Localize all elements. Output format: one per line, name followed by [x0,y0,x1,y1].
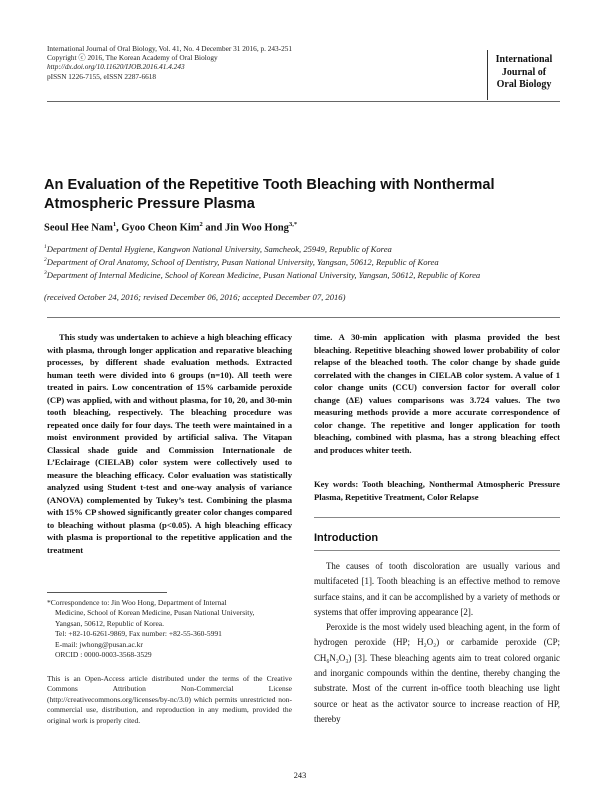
journal-header [47,44,292,81]
author-sup: 1 [112,221,117,228]
article-title [44,176,564,213]
author-sup: 2 [199,221,203,228]
correspondence-block [47,598,292,660]
copyright-line: Copyright ⓒ 2016, The Korean Academy of Oral Biology [47,53,218,63]
open-access-notice: This is an Open-Access article distributed under the terms of the Creative Commons Attribution Non-Commercial License (http://creativecommons.org/licenses/by-nc/3.0) which permits unrestricted non-commercial use, distribution, and reproduction in any medium, provided the original work is properly cited. [47,674,292,725]
abstract-divider [47,317,560,318]
affiliation-sup: 1 [44,244,47,250]
abstract-left-column: This study was undertaken to achieve a high bleaching efficacy with plasma, through longer application and reparative bleaching processes, by different shade evaluation methods. Extracted human teeth were divided into 6 groups (n=10). All teeth were treated in pairs. Low concentration of 15% carbamide peroxide (CP) was applied, with and without plasma, for 10, 20, and 30-min tooth bleaching, respectively. The bleaching procedure was repeated once daily for four days. The teeth were maintained in a moist environment provided by artificial saliva. The Vitapan Classical shade guide and Commission Internationale de L’Eclairage (CIELAB) color system were collectively used to measure the bleaching efficacy. Color evaluation was statistically analyzed using Student t-test and one-way analysis of variance (ANOVA) complemented by Tukey’s test. Combining the plasma with 15% CP showed significantly greater color changes compared to bleaching without plasma (p<0.05). A high bleaching efficacy with plasma is proportional to the repetitive application and the treatment [47,332,292,555]
author-name: Jin Woo Hong [224,222,289,234]
author-name: Gyoo Cheon Kim [121,222,200,234]
author-name: Seoul Hee Nam [44,222,113,234]
keywords-divider [314,517,560,518]
abstract-right-column: time. A 30-min application with plasma provided the best bleaching. Repetitive bleaching showed lower probability of color relapse of the bleached tooth. The color change by shade guide correlated with the changes in CIELAB color system. A value of 1 color change units (CCU) conversion factor for overall color change (ΔE) values comparisons was 3.724 values. The two measuring methods provide a more accurate correspondence of color change. The repetitive and longer application for tooth bleaching, combined with plasma, has a strong bleaching effect and produces whiter teeth. [314,332,560,455]
footnote-divider [47,592,167,593]
title-line: An Evaluation of the Repetitive Tooth Bleaching with Nonthermal [44,177,495,193]
affiliations [44,242,480,281]
affiliation-sup: 3 [44,270,47,277]
section-divider [314,550,560,551]
journal-name-line: International [495,54,553,65]
affiliation-text: Department of Dental Hygiene, Kangwon National University, Samcheok, 25949, Republic of Korea [46,243,392,254]
paragraph: The causes of tooth discoloration are usually various and multifaceted [1]. Tooth bleaching is an effective method to remove surface stains, and it can be accomplished by a variety of methods or systems that offer improving appearance [2]. [314,561,560,617]
orcid-line: ORCID : 0000-0003-3568-3529 [55,650,152,660]
doi-link[interactable]: http://dx.doi.org/10.11620/IJOB.2016.41.4.243 [47,62,185,72]
correspondence-line: Yangsan, 50612, Republic of Korea. [55,618,165,628]
affiliation-text: Department of Oral Anatomy, School of Dentistry, Pusan National University, Yangsan, 50612, Republic of Korea [46,256,439,267]
journal-name-box [487,50,560,100]
affiliation [44,268,480,281]
author-sup: 3,* [288,221,298,228]
author-joiner: , [116,222,122,234]
correspondence-line: *Correspondence to: Jin Woo Hong, Department of Internal [47,598,227,607]
section-heading-introduction: Introduction [314,532,379,544]
email-link[interactable]: E-mail: jwhong@pusan.ac.kr [55,639,143,649]
header-divider [47,101,560,102]
journal-name-line: Journal of [501,66,547,78]
introduction-body [314,559,560,727]
page-number: 243 [293,771,307,780]
author-joiner: and [202,222,225,234]
issn-line: pISSN 1226-7155, eISSN 2287-6618 [47,71,157,81]
paragraph: Peroxide is the most widely used bleaching agent, in the form of hydrogen peroxide (HP; H₂O₂) or carbamide peroxide (CP; CH₆N₂O₃) [3]. These bleaching agents aim to treat colored organic and inorganic compounds within the dentine, thereby changing the substrate. Most of the current in-office tooth bleaching use light source or heat as the activator source to increase reaction of HP, thereby [314,622,560,724]
submission-dates: (received October 24, 2016; revised December 06, 2016; accepted December 07, 2016) [44,292,346,302]
journal-name-line: Oral Biology [496,79,552,90]
correspondence-line: Tel: +82-10-6261-9869, Fax number: +82-55-360-5991 [55,629,222,639]
citation-line: International Journal of Oral Biology, Vol. 41, No. 4 December 31 2016, p. 243-251 [47,44,293,53]
correspondence-line: Medicine, School of Korean Medicine, Pusan National University, [55,608,255,618]
affiliation-text: Department of Internal Medicine, School of Korean Medicine, Pusan National University, Yangsan, 50612, Republic of Korea [46,269,481,280]
affiliation-sup: 2 [44,257,47,264]
title-line: Atmospheric Pressure Plasma [44,195,255,212]
affiliation [44,255,480,268]
keywords: Key words: Tooth bleaching, Nonthermal Atmospheric Pressure Plasma, Repetitive Treatment, Color Relapse [314,479,560,502]
affiliation [44,242,480,255]
author-list [44,221,297,234]
